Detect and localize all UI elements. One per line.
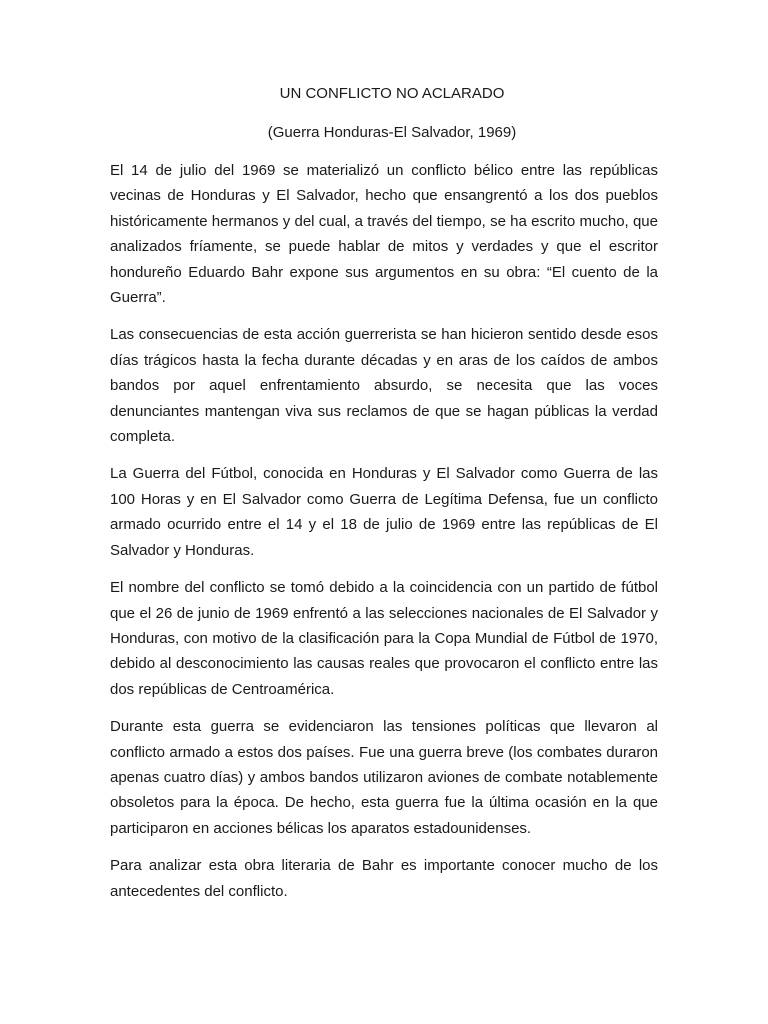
document-title: UN CONFLICTO NO ACLARADO xyxy=(279,85,505,102)
paragraph-4: El nombre del conflicto se tomó debido a la coincidencia con un partido de fútbol que el 26 de junio de 1969 enfrentó a las selecciones nacionales de El Salvador y Honduras, con motivo de la clasificación para la Copa Mundial de Fútbol de 1970, debido al desconocimiento las causas reales que provocaron el conflicto entre las dos repúblicas de Centroamérica. xyxy=(110,579,658,698)
paragraph-2: Las consecuencias de esta acción guerrerista se han hicieron sentido desde esos días trágicos hasta la fecha durante décadas y en aras de los caídos de ambos bandos por aquel enfrentamiento absurdo, se necesita que las voces denunciantes mantengan viva sus reclamos de que se hagan públicas la verdad completa. xyxy=(110,326,658,446)
paragraph-1: El 14 de julio del 1969 se materializó un conflicto bélico entre las repúblicas vecinas de Honduras y El Salvador, hecho que ensangrentó a los dos pueblos históricamente hermanos y del cual, a través del tiempo, se ha escrito mucho, que analizados fríamente, se puede hablar de mitos y verdades y que el escritor hondureño Eduardo Bahr expone sus argumentos en su obra: “El cuento de la Guerra”. xyxy=(110,162,658,307)
document-body xyxy=(110,84,658,916)
document-subtitle: (Guerra Honduras-El Salvador, 1969) xyxy=(267,124,517,141)
paragraph-5: Durante esta guerra se evidenciaron las tensiones políticas que llevaron al conflicto armado a estos dos países. Fue una guerra breve (los combates duraron apenas cuatro días) y ambos bandos utilizaron aviones de combate notablemente obsoletos para la época. De hecho, esta guerra fue la última ocasión en la que participaron en acciones bélicas los aparatos estadounidenses. xyxy=(110,718,658,837)
paragraph-3: La Guerra del Fútbol, conocida en Honduras y El Salvador como Guerra de las 100 Horas y en El Salvador como Guerra de Legítima Defensa, fue un conflicto armado ocurrido entre el 14 y el 18 de julio de 1969 entre las repúblicas de El Salvador y Honduras. xyxy=(110,465,658,559)
paragraph-6: Para analizar esta obra literaria de Bahr es importante conocer mucho de los antecedentes del conflicto. xyxy=(110,857,658,900)
